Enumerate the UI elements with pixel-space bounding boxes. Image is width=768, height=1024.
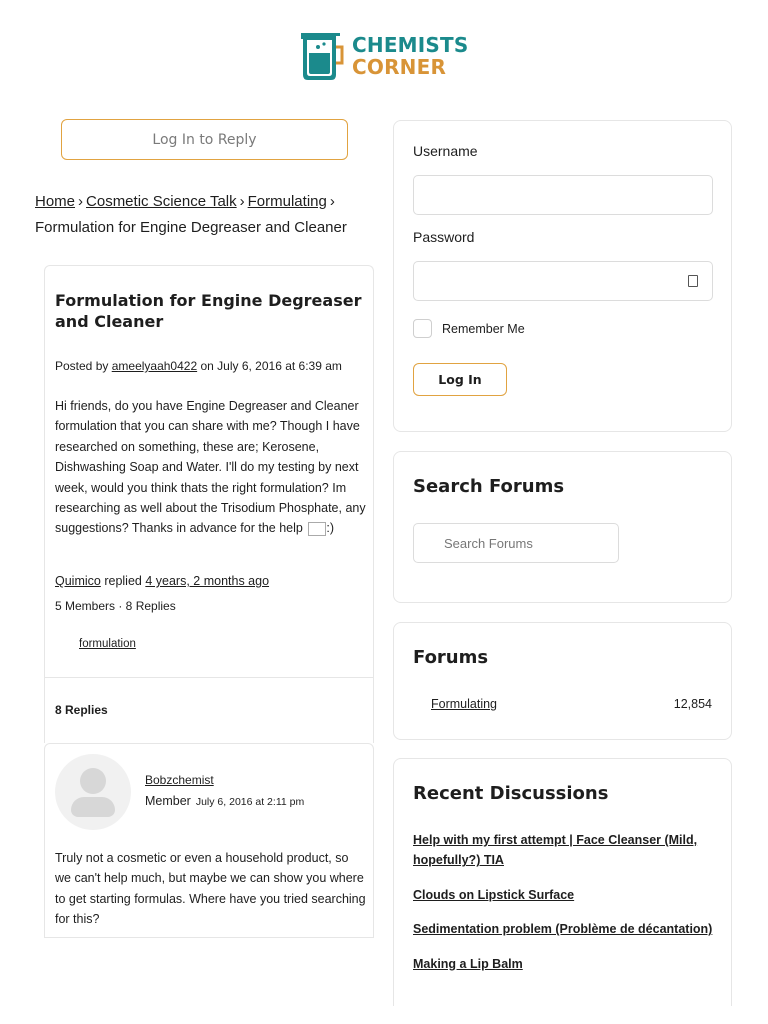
- recent-discussion-link[interactable]: Making a Lip Balm: [413, 956, 523, 971]
- topic-card: [44, 265, 374, 743]
- remember-me-checkbox[interactable]: [413, 319, 432, 338]
- search-forums-widget: [393, 451, 732, 603]
- posted-prefix: Posted by: [55, 359, 109, 373]
- breadcrumb-separator: ›: [78, 193, 84, 210]
- username-input[interactable]: [413, 175, 713, 215]
- password-input[interactable]: [413, 261, 713, 301]
- smiley-icon: [308, 522, 326, 536]
- breadcrumb-separator: ›: [329, 193, 335, 210]
- password-label: Password: [413, 229, 475, 245]
- breadcrumb-separator: ›: [239, 193, 245, 210]
- smiley-alt-text: :): [326, 521, 334, 536]
- divider: [45, 677, 373, 678]
- posted-date: on July 6, 2016 at 6:39 am: [200, 359, 342, 373]
- username-label: Username: [413, 143, 478, 159]
- last-reply-user-link[interactable]: Quimico: [55, 574, 101, 588]
- topic-author-link[interactable]: ameelyaah0422: [111, 359, 198, 373]
- topic-stats: 5 Members · 8 Replies: [55, 599, 176, 613]
- search-forums-title: Search Forums: [413, 476, 565, 497]
- recent-discussions-widget: [393, 758, 732, 1006]
- topic-body: [55, 396, 367, 539]
- list-item: [413, 954, 713, 974]
- reply-role: Member: [145, 794, 191, 808]
- list-item: [413, 830, 713, 871]
- reply-card: [44, 743, 374, 938]
- logo-line-1: CHEMISTS: [352, 33, 469, 57]
- replied-word: replied: [104, 574, 142, 588]
- recent-discussion-link[interactable]: Sedimentation problem (Problème de décantation): [413, 922, 713, 937]
- reply-author-link[interactable]: Bobzchemist: [145, 773, 214, 787]
- tag-link[interactable]: formulation: [79, 638, 136, 650]
- remember-me[interactable]: [413, 319, 525, 338]
- recent-discussion-link[interactable]: Help with my first attempt | Face Cleanser (Mild, hopefully?) TIA: [413, 833, 698, 868]
- breadcrumb-formulating[interactable]: Formulating: [247, 193, 327, 210]
- logo-line-2: CORNER: [352, 55, 447, 79]
- topic-title: Formulation for Engine Degreaser and Cleaner: [55, 291, 362, 331]
- breadcrumb: [35, 189, 365, 241]
- breadcrumb-current: Formulation for Engine Degreaser and Cleaner: [35, 219, 347, 236]
- recent-discussions-title: Recent Discussions: [413, 783, 609, 804]
- forums-title: Forums: [413, 647, 489, 668]
- reply-body: Truly not a cosmetic or even a household product, so we can't help much, but maybe we can show you where to get starting formulas. Where have you tried searching for this?: [55, 851, 366, 927]
- list-item: [413, 885, 713, 905]
- remember-me-label: Remember Me: [442, 321, 525, 336]
- reply-date: July 6, 2016 at 2:11 pm: [195, 796, 305, 808]
- login-to-reply-button[interactable]: Log In to Reply: [61, 119, 348, 160]
- last-reply-info: [55, 574, 269, 588]
- breadcrumb-cosmetic-science-talk[interactable]: Cosmetic Science Talk: [86, 193, 237, 210]
- forum-count: 12,854: [673, 697, 712, 711]
- list-item: [413, 919, 713, 939]
- recent-discussions-list: [413, 830, 713, 988]
- topic-body-text: Hi friends, do you have Engine Degreaser and Cleaner formulation that you can share with me? Though I have researched on something, these are; Kerosene, Dishwashing Soap and Water. I'll do my testing by next week, would you think thats the right formulation? Im researching as well about the Trisodium Phosphate, any suggestions? Thanks in advance for the help: [55, 399, 366, 536]
- login-widget: [393, 120, 732, 432]
- avatar[interactable]: [55, 754, 131, 830]
- forum-link-formulating[interactable]: Formulating: [431, 697, 497, 711]
- search-forums-input[interactable]: Search Forums: [413, 523, 619, 563]
- avatar-body: [71, 797, 115, 817]
- forums-widget: [393, 622, 732, 740]
- replies-heading: 8 Replies: [55, 703, 108, 717]
- avatar-head: [80, 768, 106, 794]
- recent-discussion-link[interactable]: Clouds on Lipstick Surface: [413, 887, 575, 902]
- login-button[interactable]: Log In: [413, 363, 507, 396]
- site-logo[interactable]: [298, 28, 470, 84]
- breadcrumb-home[interactable]: Home: [35, 193, 76, 210]
- last-reply-time-link[interactable]: 4 years, 2 months ago: [145, 574, 270, 588]
- beaker-icon: [298, 29, 348, 83]
- topic-meta: [55, 359, 342, 373]
- reply-meta: [145, 794, 304, 808]
- show-password-icon[interactable]: [688, 275, 698, 287]
